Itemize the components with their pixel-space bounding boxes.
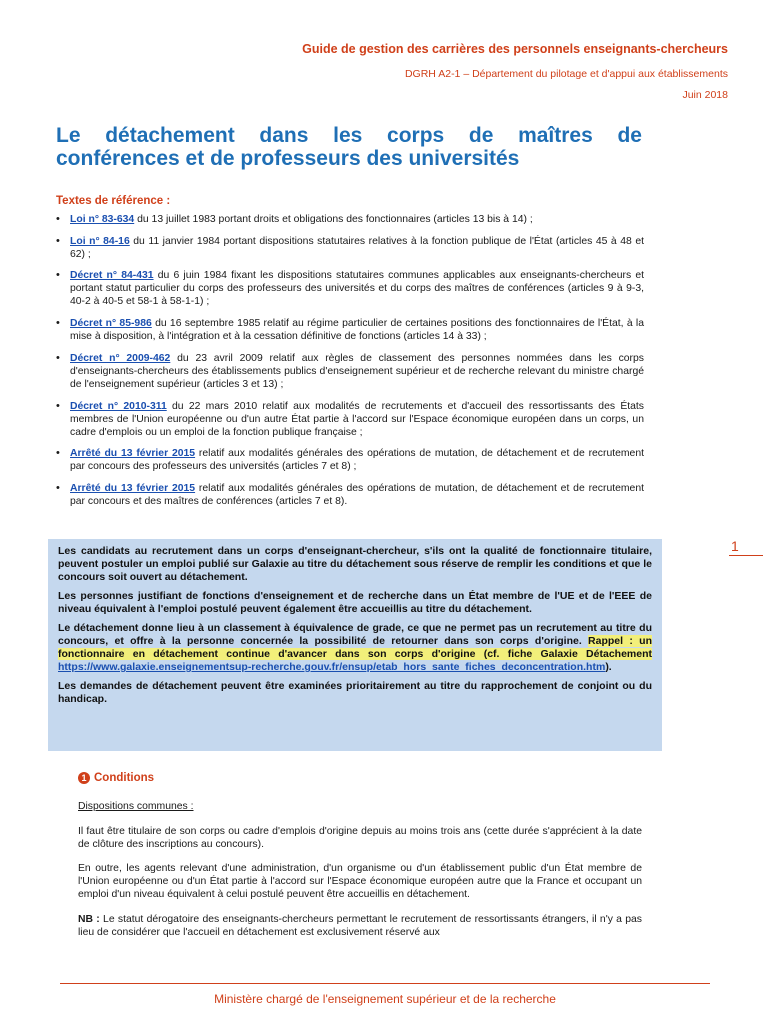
conditions-heading xyxy=(78,772,154,784)
page-title xyxy=(56,124,642,170)
reference-item xyxy=(56,447,644,473)
references-label: Textes de référence : xyxy=(56,195,171,207)
reference-link[interactable]: Arrêté du 13 février 2015 xyxy=(70,448,196,460)
reference-text: du 16 septembre 1985 relatif au régime particulier de certaines positions des fonctionnaires de l'État, à la mise à disposition, à l'intégration et à la cessation définitive de fonctions (articles 14 à 33) ; xyxy=(70,318,644,343)
reference-link[interactable]: Décret n° 2010-311 xyxy=(70,400,167,412)
info-close-paren: ). xyxy=(605,661,612,673)
reference-item xyxy=(56,269,644,308)
references-list xyxy=(56,213,644,517)
info-paragraph-priority: Les demandes de détachement peuvent être examinées prioritairement au titre du rapprochement de conjoint ou du handicap. xyxy=(58,680,652,705)
galaxie-link[interactable]: https://www.galaxie.enseignementsup-recherche.gouv.fr/ensup/etab_hors_sante_fiches_deconcentration.htm xyxy=(58,661,606,673)
guide-title: Guide de gestion des carrières des personnels enseignants-chercheurs xyxy=(302,42,728,56)
reference-item xyxy=(56,213,644,226)
info-paragraph-eu: Les personnes justifiant de fonctions d'enseignement et de recherche dans un État membre de l'UE et de l'EEE de niveau équivalent à l'emploi postulé peuvent également être accueillis au titre du détachement. xyxy=(58,590,652,615)
reference-text: du 11 janvier 1984 portant dispositions statutaires relatives à la fonction publique de l'État (articles 45 à 48 et 62) ; xyxy=(70,235,645,260)
reference-text: du 22 mars 2010 relatif aux modalités de recrutements et d'accueil des ressortissants des États membres de l'Union européenne ou d'un autre État partie à l'accord sur l'Espace économique européen dans un corps, un cadre d'emplois ou un emploi de la fonction publique française ; xyxy=(70,400,644,438)
page-title-line2: conférences et de professeurs des universités xyxy=(56,147,520,170)
nb-label: NB : xyxy=(78,914,100,925)
info-paragraph-classement xyxy=(58,622,652,674)
reference-text: du 6 juin 1984 fixant les dispositions statutaires communes applicables aux enseignants-chercheurs et portant statut particulier du corps des professeurs des universités et du corps des maîtres de conférences (articles 9 à 9-3, 40-2 à 40-5 et 58-1 à 58-1-1) ; xyxy=(70,270,644,308)
reference-link[interactable]: Décret n° 2009-462 xyxy=(70,352,171,364)
reference-link[interactable]: Arrêté du 13 février 2015 xyxy=(70,483,196,494)
conditions-number-icon: 1 xyxy=(78,772,90,784)
conditions-nb xyxy=(78,913,642,939)
reference-link[interactable]: Décret n° 84-431 xyxy=(70,270,154,282)
rappel-highlight: Rappel : un fonctionnaire en détachement continue d'avancer dans son corps d'origine (cf. fiche Galaxie Détachement xyxy=(58,635,652,660)
conditions-paragraph-seniority: Il faut être titulaire de son corps ou cadre d'emplois d'origine depuis au moins trois ans (cette durée s'apprécient à la date de clôture des inscriptions au concours). xyxy=(78,826,642,850)
page-title-line1: Le détachement dans les corps de maîtres de xyxy=(56,124,642,147)
info-paragraph-candidates: Les candidats au recrutement dans un corps d'enseignant-chercheur, s'ils ont la qualité de fonctionnaire titulaire, peuvent postuler un emploi publié sur Galaxie au titre du détachement sous réserve de remplir les conditions et que le concours soit ouvert au détachement. xyxy=(58,545,652,583)
document-date: Juin 2018 xyxy=(682,89,728,101)
footer-divider xyxy=(60,983,710,984)
conditions-paragraph-eu-agents: En outre, les agents relevant d'une administration, d'un organisme ou d'un établissement public d'un État membre de l'Union européenne ou d'un État partie à l'accord sur l'Espace économique européen autre que la France et occupant un emploi d'un niveau équivalent à celui postulé peuvent être accueillis en détachement. xyxy=(78,863,642,900)
reference-text: du 23 avril 2009 relatif aux règles de classement des personnes nommées dans les corps d'enseignants-chercheurs des établissements publics d'enseignement supérieur et de recherche relevant du ministre chargé de l'enseignement supérieur (articles 3 et 13) ; xyxy=(70,352,644,390)
nb-text: Le statut dérogatoire des enseignants-chercheurs permettant le recrutement de ressortissants étrangers, il n'y a pas lieu de considérer que l'accueil en détachement est exclusivement réservé aux xyxy=(78,914,643,938)
reference-item xyxy=(56,317,644,343)
reference-item xyxy=(56,482,644,508)
reference-text: relatif aux modalités générales des opérations de mutation, de détachement et de recrutement par concours et des maîtres de conférences (articles 7 et 8). xyxy=(70,483,645,508)
reference-link[interactable]: Loi n° 83-634 xyxy=(70,214,135,225)
info-box xyxy=(48,539,662,751)
footer-ministry: Ministère chargé de l'enseignement supérieur et de la recherche xyxy=(214,992,556,1006)
reference-link[interactable]: Loi n° 84-16 xyxy=(70,235,130,247)
info-classement-text: Le détachement donne lieu à un classement à équivalence de grade, ce que ne permet pas un recrutement au titre du concours, et offre à la personne concernée la possibilité de retourner dans son corps d'origine. xyxy=(58,622,652,647)
department-label: DGRH A2-1 – Département du pilotage et d'appui aux établissements xyxy=(404,68,728,80)
reference-item xyxy=(56,352,644,391)
page-number: 1 xyxy=(729,537,763,556)
conditions-title: Conditions xyxy=(94,772,155,784)
reference-link[interactable]: Décret n° 85-986 xyxy=(70,318,152,330)
conditions-subtitle: Dispositions communes : xyxy=(78,801,194,812)
reference-item xyxy=(56,235,644,261)
reference-item xyxy=(56,400,644,439)
reference-text: relatif aux modalités générales des opérations de mutation, de détachement et de recrutement par concours des professeurs des universités (articles 7 et 8) ; xyxy=(70,448,645,473)
reference-text: du 13 juillet 1983 portant droits et obligations des fonctionnaires (articles 13 bis à 14) ; xyxy=(134,214,533,225)
